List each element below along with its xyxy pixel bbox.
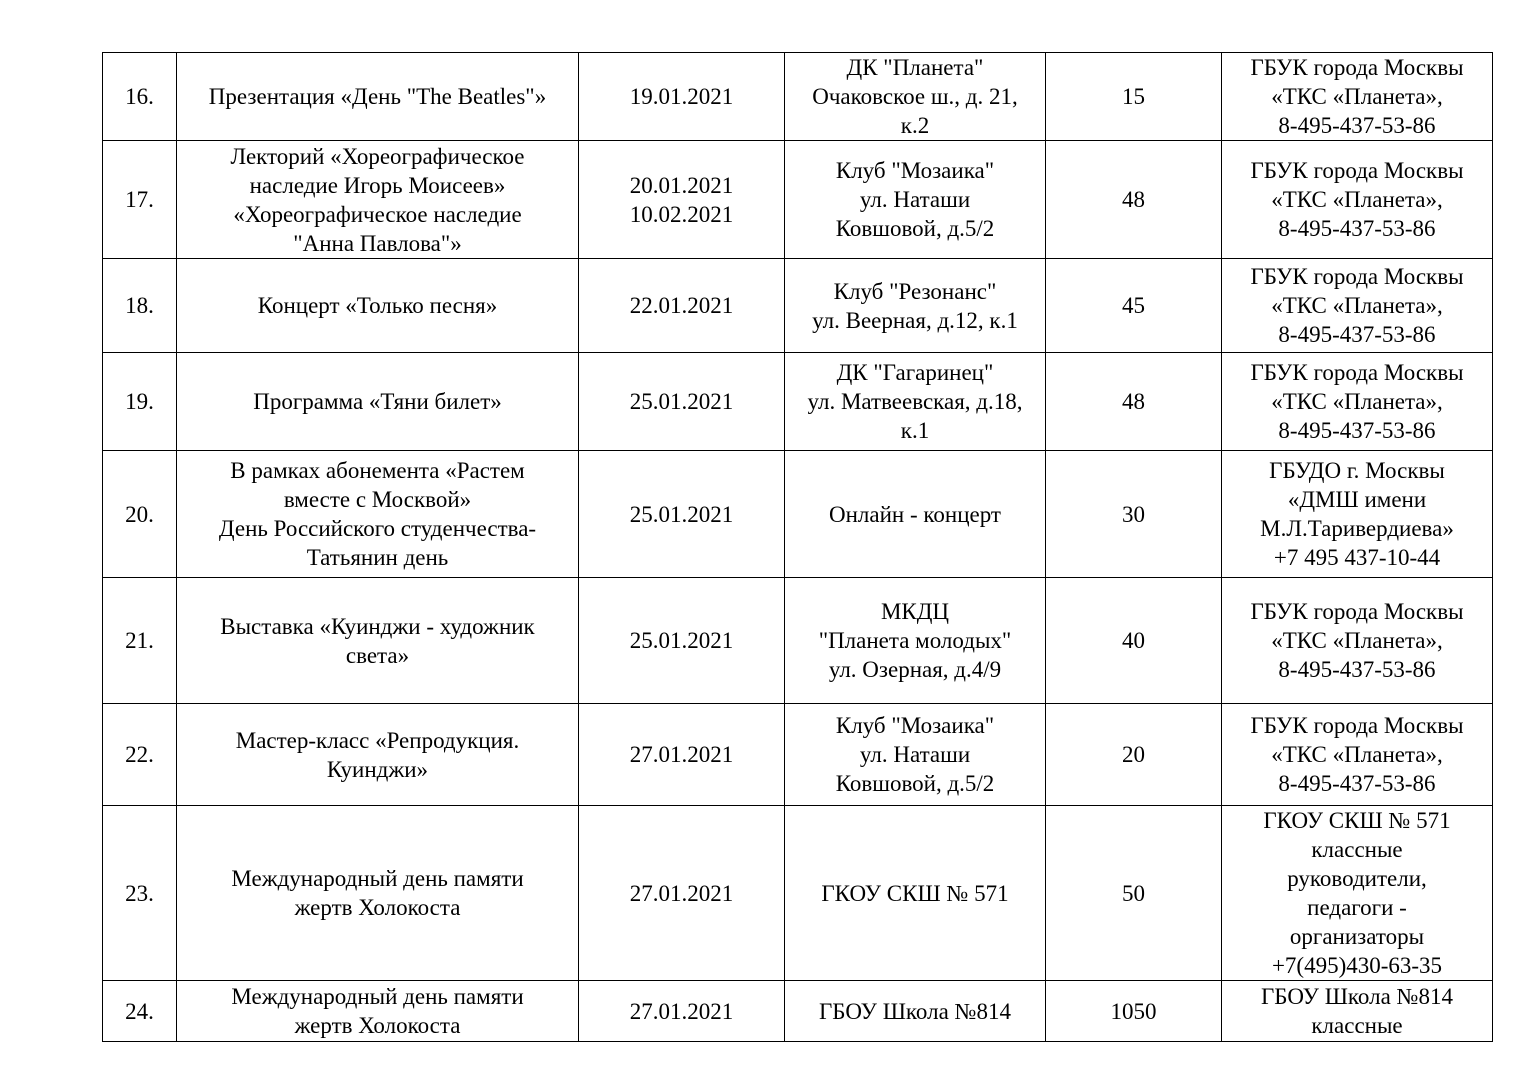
- num-value: 16.: [125, 84, 154, 109]
- event-place-cell: [785, 806, 1046, 981]
- row-number-cell: [103, 704, 177, 806]
- count-value: 45: [1122, 293, 1145, 318]
- org-line: классные: [1311, 1013, 1403, 1038]
- event-name-cell: [177, 353, 579, 451]
- org-line: ГБОУ Школа №814: [1261, 984, 1453, 1009]
- participants-count-cell: [1046, 981, 1222, 1042]
- date-line: 27.01.2021: [629, 742, 734, 767]
- table-row: [103, 578, 1493, 704]
- organizer-cell: [1222, 578, 1493, 704]
- event-line: Лекторий «Хореографическое: [230, 143, 525, 169]
- num-value: 19.: [125, 389, 154, 414]
- date-line: 25.01.2021: [629, 501, 734, 527]
- table-row: [103, 53, 1493, 141]
- event-line: Татьянин день: [306, 545, 449, 570]
- org-line: ГБУК города Москвы: [1250, 713, 1464, 738]
- org-line: «ТКС «Планета»,: [1271, 84, 1443, 109]
- row-number-cell: [103, 981, 177, 1042]
- num-value: 23.: [125, 880, 154, 906]
- date-line: 20.01.2021: [629, 172, 734, 198]
- row-number-cell: [103, 451, 177, 578]
- event-name-cell: [177, 141, 579, 259]
- num-value: 21.: [125, 628, 154, 653]
- event-line: вместе с Москвой»: [283, 487, 472, 512]
- org-line: +7(495)430-63-35: [1271, 953, 1443, 978]
- event-place-cell: [785, 53, 1046, 141]
- place-line: Онлайн - концерт: [829, 501, 1001, 527]
- org-line: ГБУК города Москвы: [1250, 158, 1464, 183]
- date-line: 22.01.2021: [629, 293, 734, 318]
- date-line: 27.01.2021: [629, 880, 734, 906]
- participants-count-cell: [1046, 259, 1222, 353]
- event-date-cell: [579, 141, 785, 259]
- row-number-cell: [103, 806, 177, 981]
- place-line: ДК "Планета": [846, 55, 984, 80]
- participants-count-cell: [1046, 141, 1222, 259]
- count-value: 40: [1122, 628, 1145, 653]
- place-line: ул. Матвеевская, д.18,: [807, 389, 1023, 414]
- count-value: 48: [1122, 389, 1145, 414]
- event-place-cell: [785, 578, 1046, 704]
- date-line: 25.01.2021: [629, 389, 734, 414]
- event-date-cell: [579, 981, 785, 1042]
- participants-count-cell: [1046, 451, 1222, 578]
- organizer-cell: [1222, 141, 1493, 259]
- event-line: Выставка «Куинджи - художник: [220, 613, 535, 639]
- event-place-cell: [785, 259, 1046, 353]
- event-line: наследие Игорь Моисеев»: [249, 172, 506, 198]
- org-line: 8-495-437-53-86: [1278, 771, 1436, 796]
- row-number-cell: [103, 141, 177, 259]
- place-line: Клуб "Резонанс": [833, 278, 997, 304]
- event-name-cell: [177, 806, 579, 981]
- org-line: «ТКС «Планета»,: [1271, 628, 1443, 653]
- event-line: «Хореографическое наследие: [233, 201, 522, 227]
- table-body: [103, 53, 1493, 1042]
- organizer-cell: [1222, 353, 1493, 451]
- event-line: Концерт «Только песня»: [257, 293, 498, 318]
- place-line: Ковшовой, д.5/2: [835, 216, 995, 241]
- event-place-cell: [785, 451, 1046, 578]
- org-line: руководители,: [1287, 866, 1427, 891]
- event-place-cell: [785, 141, 1046, 259]
- organizer-cell: [1222, 259, 1493, 353]
- org-line: ГБУК города Москвы: [1250, 264, 1464, 289]
- table-row: [103, 704, 1493, 806]
- event-line: Презентация «День "The Beatles"»: [208, 84, 547, 109]
- org-line: ГБУК города Москвы: [1250, 599, 1464, 624]
- count-value: 50: [1122, 880, 1145, 906]
- org-line: классные: [1311, 837, 1403, 862]
- place-line: ГКОУ СКШ № 571: [821, 880, 1009, 906]
- event-line: Мастер-класс «Репродукция.: [235, 727, 520, 753]
- event-place-cell: [785, 353, 1046, 451]
- table-row: [103, 353, 1493, 451]
- event-date-cell: [579, 806, 785, 981]
- event-name-cell: [177, 259, 579, 353]
- count-value: 20: [1122, 742, 1145, 767]
- row-number-cell: [103, 259, 177, 353]
- place-line: МКДЦ: [880, 599, 950, 624]
- organizer-cell: [1222, 981, 1493, 1042]
- org-line: 8-495-437-53-86: [1278, 322, 1436, 347]
- event-line: жертв Холокоста: [294, 1013, 461, 1038]
- place-line: Клуб "Мозаика": [835, 713, 995, 738]
- org-line: 8-495-437-53-86: [1278, 657, 1436, 682]
- organizer-cell: [1222, 53, 1493, 141]
- table-row: [103, 981, 1493, 1042]
- table-row: [103, 451, 1493, 578]
- event-name-cell: [177, 578, 579, 704]
- event-name-cell: [177, 53, 579, 141]
- org-line: ГБУК города Москвы: [1250, 55, 1464, 80]
- org-line: «ТКС «Планета»,: [1271, 187, 1443, 212]
- num-value: 20.: [125, 501, 154, 527]
- event-line: света»: [345, 642, 410, 668]
- date-line: 25.01.2021: [629, 628, 734, 653]
- event-place-cell: [785, 704, 1046, 806]
- place-line: Клуб "Мозаика": [835, 158, 995, 183]
- event-line: Куинджи»: [326, 756, 429, 782]
- org-line: организаторы: [1289, 924, 1425, 949]
- org-line: «ТКС «Планета»,: [1271, 742, 1443, 767]
- place-line: к.1: [900, 418, 930, 443]
- place-line: ДК "Гагаринец": [836, 360, 994, 385]
- place-line: ул. Веерная, д.12, к.1: [812, 307, 1018, 333]
- org-line: +7 495 437-10-44: [1273, 545, 1441, 570]
- event-date-cell: [579, 451, 785, 578]
- org-line: ГБУК города Москвы: [1250, 360, 1464, 385]
- event-date-cell: [579, 259, 785, 353]
- count-value: 1050: [1110, 998, 1157, 1024]
- organizer-cell: [1222, 704, 1493, 806]
- events-table: [102, 52, 1493, 1042]
- org-line: педагоги -: [1307, 895, 1407, 920]
- event-name-cell: [177, 451, 579, 578]
- place-line: ул. Наташи: [859, 187, 971, 212]
- event-date-cell: [579, 704, 785, 806]
- count-value: 15: [1122, 84, 1145, 109]
- participants-count-cell: [1046, 806, 1222, 981]
- table-row: [103, 806, 1493, 981]
- org-line: «ТКС «Планета»,: [1271, 293, 1443, 318]
- participants-count-cell: [1046, 704, 1222, 806]
- place-line: ул. Озерная, д.4/9: [828, 657, 1002, 682]
- place-line: ул. Наташи: [859, 742, 971, 767]
- event-place-cell: [785, 981, 1046, 1042]
- participants-count-cell: [1046, 578, 1222, 704]
- num-value: 24.: [125, 998, 154, 1024]
- participants-count-cell: [1046, 353, 1222, 451]
- row-number-cell: [103, 53, 177, 141]
- num-value: 18.: [125, 293, 154, 318]
- row-number-cell: [103, 578, 177, 704]
- table-row: [103, 259, 1493, 353]
- event-line: В рамках абонемента «Растем: [230, 458, 525, 483]
- event-line: жертв Холокоста: [294, 895, 461, 920]
- org-line: ГКОУ СКШ № 571: [1263, 808, 1451, 833]
- event-date-cell: [579, 578, 785, 704]
- date-line: 19.01.2021: [629, 84, 734, 109]
- event-line: Международный день памяти: [231, 984, 524, 1009]
- count-value: 48: [1122, 187, 1145, 212]
- event-line: День Российского студенчества-: [218, 516, 537, 541]
- num-value: 22.: [125, 742, 154, 767]
- date-line: 10.02.2021: [629, 201, 734, 227]
- table-row: [103, 141, 1493, 259]
- org-line: ГБУДО г. Москвы: [1269, 458, 1445, 483]
- place-line: ГБОУ Школа №814: [819, 998, 1011, 1024]
- participants-count-cell: [1046, 53, 1222, 141]
- count-value: 30: [1122, 501, 1145, 527]
- organizer-cell: [1222, 451, 1493, 578]
- org-line: «ТКС «Планета»,: [1271, 389, 1443, 414]
- event-line: Международный день памяти: [231, 866, 524, 891]
- event-name-cell: [177, 704, 579, 806]
- org-line: 8-495-437-53-86: [1278, 216, 1436, 241]
- org-line: «ДМШ имени: [1287, 487, 1427, 512]
- event-name-cell: [177, 981, 579, 1042]
- date-line: 27.01.2021: [629, 998, 734, 1024]
- org-line: 8-495-437-53-86: [1278, 113, 1436, 138]
- event-line: "Анна Павлова"»: [293, 230, 462, 256]
- place-line: "Планета молодых": [818, 628, 1012, 653]
- num-value: 17.: [125, 187, 154, 212]
- org-line: 8-495-437-53-86: [1278, 418, 1436, 443]
- row-number-cell: [103, 353, 177, 451]
- organizer-cell: [1222, 806, 1493, 981]
- event-date-cell: [579, 53, 785, 141]
- event-date-cell: [579, 353, 785, 451]
- place-line: Очаковское ш., д. 21,: [812, 84, 1018, 109]
- event-line: Программа «Тяни билет»: [253, 389, 502, 414]
- place-line: Ковшовой, д.5/2: [835, 771, 995, 796]
- org-line: М.Л.Таривердиева»: [1260, 516, 1454, 541]
- place-line: к.2: [900, 113, 930, 138]
